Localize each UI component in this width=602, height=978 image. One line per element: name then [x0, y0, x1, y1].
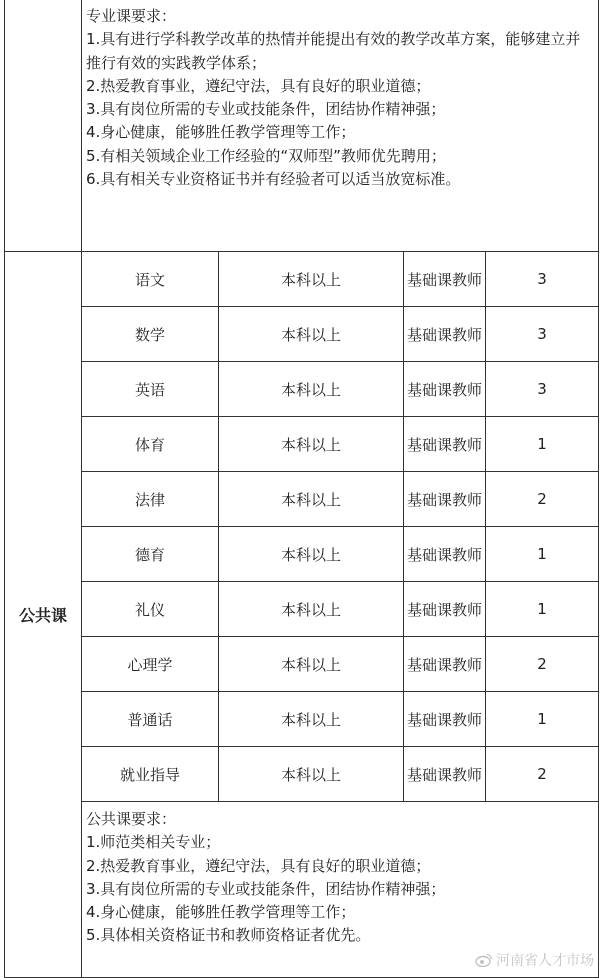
watermark [475, 950, 594, 970]
education-cell: 本科以上 [219, 637, 404, 692]
subject-cell: 体育 [82, 417, 219, 472]
professional-requirements-row [5, 0, 599, 252]
count-cell: 3 [486, 307, 599, 362]
requirement-item: 5.有相关领域企业工作经验的“双师型”教师优先聘用； [86, 146, 446, 165]
count-cell: 2 [486, 747, 599, 802]
weibo-logo-icon [475, 953, 493, 967]
teacher-type-cell: 基础课教师 [404, 747, 486, 802]
count-cell: 3 [486, 362, 599, 417]
recruitment-table [4, 0, 599, 978]
requirement-item: 5.具体相关资格证书和教师资格证者优先。 [86, 926, 371, 945]
table-row [5, 362, 599, 417]
education-cell: 本科以上 [219, 362, 404, 417]
education-cell: 本科以上 [219, 527, 404, 582]
watermark-text: 河南省人才市场 [496, 953, 594, 969]
subject-cell: 心理学 [82, 637, 219, 692]
table-row [5, 637, 599, 692]
education-cell: 本科以上 [219, 252, 404, 307]
teacher-type-cell: 基础课教师 [404, 307, 486, 362]
table-row [5, 582, 599, 637]
subject-cell: 法律 [82, 472, 219, 527]
requirement-item: 2.热爱教育事业，遵纪守法，具有良好的职业道德； [86, 76, 431, 95]
table-row [5, 692, 599, 747]
teacher-type-cell: 基础课教师 [404, 417, 486, 472]
professional-category-cell [5, 0, 82, 252]
count-cell: 3 [486, 252, 599, 307]
teacher-type-cell: 基础课教师 [404, 527, 486, 582]
table-row [5, 307, 599, 362]
requirement-item: 1.师范类相关专业； [86, 833, 221, 852]
count-cell: 1 [486, 417, 599, 472]
table-row [5, 417, 599, 472]
table-row [5, 527, 599, 582]
count-cell: 1 [486, 527, 599, 582]
table-row [5, 747, 599, 802]
subject-cell: 德育 [82, 527, 219, 582]
teacher-type-cell: 基础课教师 [404, 637, 486, 692]
professional-requirements-title: 专业课要求： [86, 7, 177, 25]
teacher-type-cell: 基础课教师 [404, 692, 486, 747]
teacher-type-cell: 基础课教师 [404, 582, 486, 637]
count-cell: 2 [486, 637, 599, 692]
table-row [5, 472, 599, 527]
education-cell: 本科以上 [219, 747, 404, 802]
subject-cell: 礼仪 [82, 582, 219, 637]
subject-cell: 数学 [82, 307, 219, 362]
public-requirements-title: 公共课要求： [86, 810, 177, 828]
subject-cell: 就业指导 [82, 747, 219, 802]
teacher-type-cell: 基础课教师 [404, 252, 486, 307]
table-row [5, 252, 599, 307]
subject-cell: 普通话 [82, 692, 219, 747]
requirement-item: 3.具有岗位所需的专业或技能条件，团结协作精神强； [86, 100, 446, 119]
count-cell: 1 [486, 692, 599, 747]
teacher-type-cell: 基础课教师 [404, 472, 486, 527]
public-category-cell: 公共课 [5, 252, 82, 978]
education-cell: 本科以上 [219, 472, 404, 527]
education-cell: 本科以上 [219, 417, 404, 472]
count-cell: 1 [486, 582, 599, 637]
requirement-item: 3.具有岗位所需的专业或技能条件，团结协作精神强； [86, 879, 446, 898]
subject-cell: 英语 [82, 362, 219, 417]
teacher-type-cell: 基础课教师 [404, 362, 486, 417]
education-cell: 本科以上 [219, 307, 404, 362]
requirement-item: 1.具有进行学科教学改革的热情并能提出有效的教学改革方案，能够建立并推行有效的实践教学体系； [86, 30, 581, 72]
professional-requirements-cell [82, 0, 599, 252]
requirement-item: 4.身心健康，能够胜任教学管理等工作； [86, 903, 356, 922]
subject-cell: 语文 [82, 252, 219, 307]
requirement-item: 2.热爱教育事业，遵纪守法，具有良好的职业道德； [86, 856, 431, 875]
education-cell: 本科以上 [219, 692, 404, 747]
requirement-item: 4.身心健康，能够胜任教学管理等工作； [86, 123, 356, 142]
count-cell: 2 [486, 472, 599, 527]
requirement-item: 6.具有相关专业资格证书并有经验者可以适当放宽标准。 [86, 170, 461, 189]
education-cell: 本科以上 [219, 582, 404, 637]
